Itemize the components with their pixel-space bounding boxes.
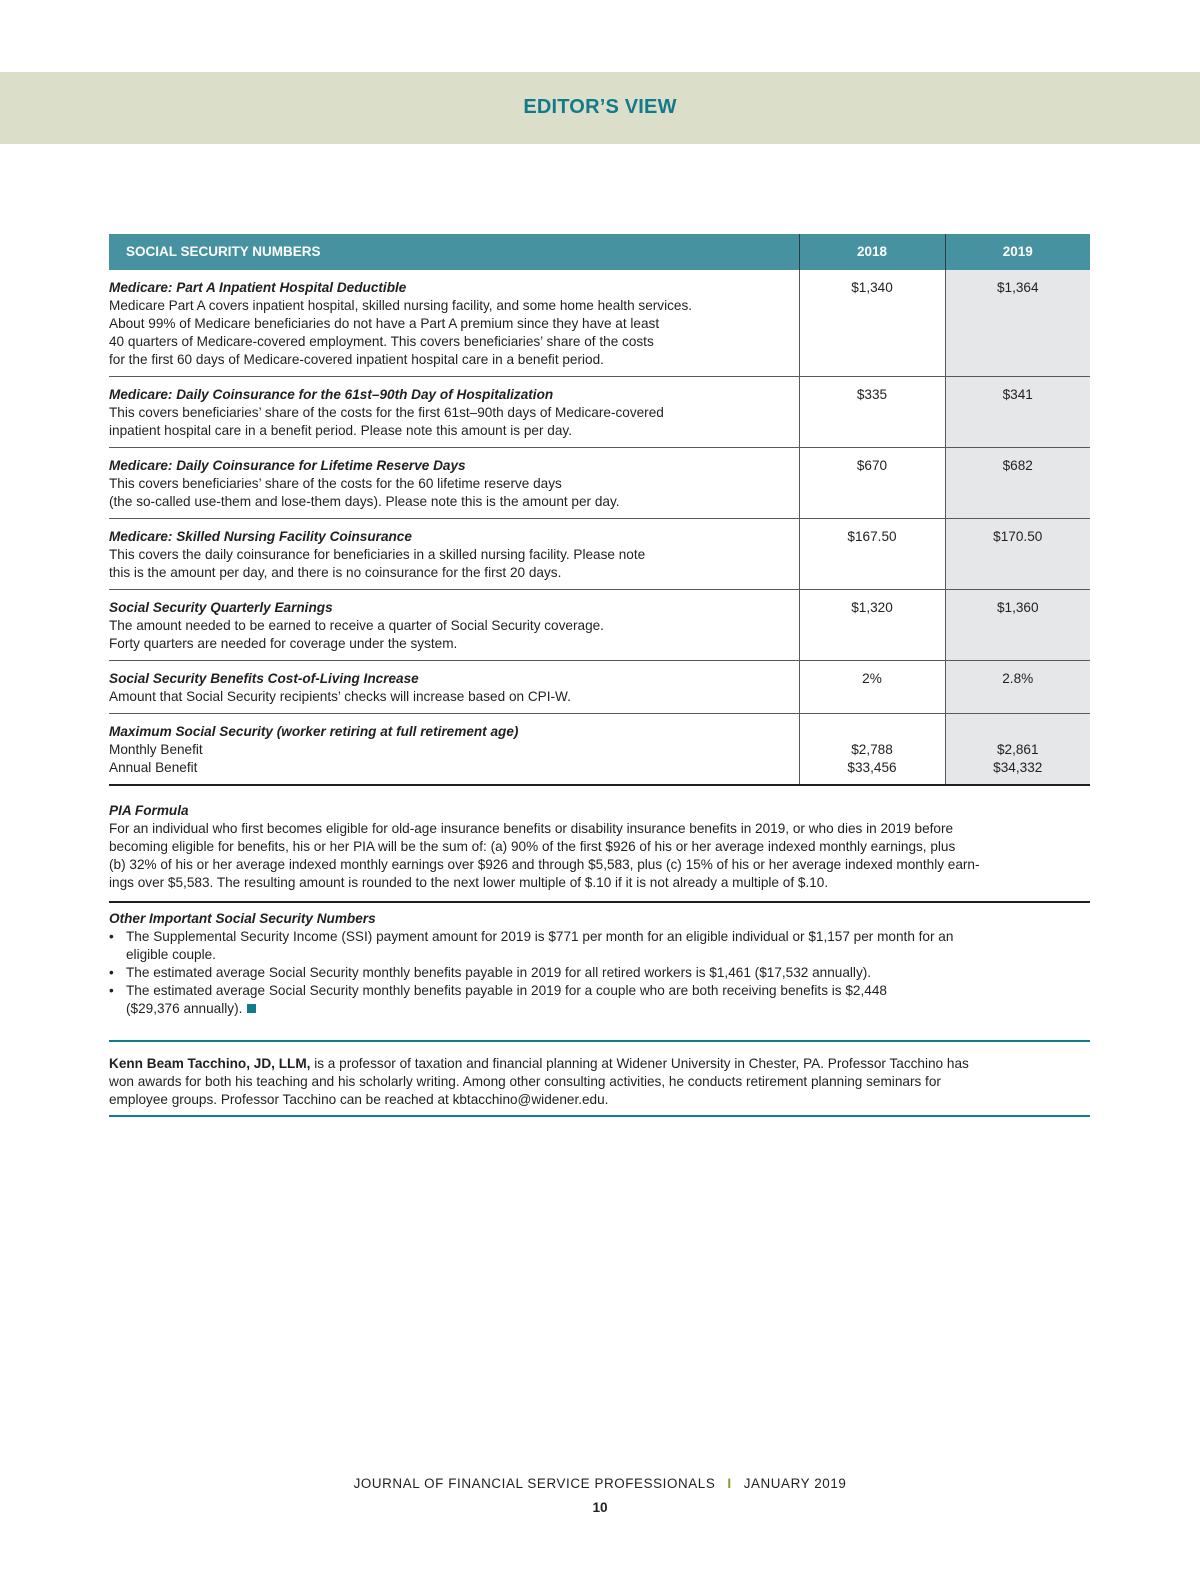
row-text-line: This covers the daily coinsurance for beneficiaries in a skilled nursing facility. Please note [109, 547, 646, 562]
bio-text-line: employee groups. Professor Tacchino can be reached at kbtacchino@widener.edu. [109, 1092, 609, 1107]
bullet-text-line: ($29,376 annually). [126, 1000, 1090, 1018]
row-description [109, 270, 799, 377]
bullet-item [109, 964, 1090, 982]
table-header-2018: 2018 [799, 234, 945, 270]
value-2018 [799, 714, 945, 786]
row-text-line: Annual Benefit [109, 760, 198, 775]
bullet-dot: • [109, 929, 114, 944]
pia-text-line: For an individual who first becomes eligible for old-age insurance benefits or disability insurance benefits in 2019, or who dies in 2019 before [109, 821, 954, 836]
row-description [109, 448, 799, 519]
value-2019-line: 2.8% [1002, 671, 1034, 686]
bullet-dot: • [109, 965, 114, 980]
value-2018 [799, 270, 945, 377]
pia-title: PIA Formula [109, 803, 189, 818]
value-2019 [945, 448, 1090, 519]
row-text-line: Monthly Benefit [109, 742, 203, 757]
table-row [109, 661, 1090, 714]
value-2018-line [800, 723, 945, 741]
row-description [109, 519, 799, 590]
bullet-item [109, 928, 1090, 964]
value-2019-line: $2,861 [996, 742, 1039, 757]
table-header-row [109, 234, 1090, 270]
row-title: Maximum Social Security (worker retiring at full retirement age) [109, 724, 519, 739]
header-banner [0, 72, 1200, 144]
value-2018-line: 2% [862, 671, 882, 686]
bullet-text-line: The Supplemental Security Income (SSI) payment amount for 2019 is $771 per month for an eligible individual or $1,157 per month for an [126, 929, 954, 944]
journal-name: JOURNAL OF FINANCIAL SERVICE PROFESSIONALS [353, 1476, 716, 1491]
bullet-text-line: eligible couple. [126, 947, 216, 962]
pia-text [109, 820, 1090, 892]
row-description [109, 590, 799, 661]
table-row [109, 448, 1090, 519]
footer [0, 1476, 1200, 1491]
bullet-item [109, 982, 1090, 1018]
value-2019 [945, 519, 1090, 590]
row-text-line: Amount that Social Security recipients’ checks will increase based on CPI-W. [109, 689, 571, 704]
bullet-dot: • [109, 983, 114, 998]
row-text-line: this is the amount per day, and there is no coinsurance for the first 20 days. [109, 565, 562, 580]
value-2018 [799, 519, 945, 590]
bio-top-rule [109, 1040, 1090, 1042]
table-row [109, 714, 1090, 786]
author-bio [109, 1055, 1090, 1109]
value-2018 [799, 590, 945, 661]
table-row [109, 377, 1090, 448]
row-text-line: The amount needed to be earned to receive a quarter of Social Security coverage. [109, 618, 604, 633]
row-title: Medicare: Part A Inpatient Hospital Deductible [109, 280, 407, 295]
value-2019-line: $341 [1002, 387, 1033, 402]
bullet-text-line: The estimated average Social Security monthly benefits payable in 2019 for all retired workers is $1,461 ($17,532 annually). [126, 965, 872, 980]
bio-text-line: won awards for both his teaching and his scholarly writing. Among other consulting activities, he conducts retirement planning seminars for [109, 1074, 941, 1089]
value-2019 [945, 270, 1090, 377]
bio-bottom-rule [109, 1115, 1090, 1117]
table-header-2019: 2019 [945, 234, 1090, 270]
value-2019-line: $1,360 [996, 600, 1039, 615]
row-title: Social Security Benefits Cost-of-Living Increase [109, 671, 419, 686]
row-title: Medicare: Daily Coinsurance for Lifetime Reserve Days [109, 458, 466, 473]
value-2018-line: $670 [856, 458, 888, 473]
end-square-icon [247, 1004, 256, 1013]
row-title: Medicare: Daily Coinsurance for the 61st–90th Day of Hospitalization [109, 387, 554, 402]
value-2019 [945, 714, 1090, 786]
value-2019 [945, 377, 1090, 448]
table-row [109, 519, 1090, 590]
bio-text-line: is a professor of taxation and financial planning at Widener University in Chester, PA. Professor Tacchino has [314, 1056, 969, 1071]
page-number: 10 [592, 1500, 608, 1515]
pia-formula-section [109, 802, 1090, 903]
other-title: Other Important Social Security Numbers [109, 911, 376, 926]
pia-text-line: becoming eligible for benefits, his or her PIA will be the sum of: (a) 90% of the first $926 of his or her average indexed monthly earnings, plus [109, 839, 956, 854]
row-text-line: About 99% of Medicare beneficiaries do not have a Part A premium since they have at least [109, 316, 660, 331]
row-text-line: (the so-called use-them and lose-them days). Please note this is the amount per day. [109, 494, 620, 509]
row-text-line: Medicare Part A covers inpatient hospital, skilled nursing facility, and some home health services. [109, 298, 693, 313]
table-row [109, 270, 1090, 377]
value-2018-line: $1,320 [851, 600, 893, 615]
value-2019-line [946, 723, 1091, 741]
value-2018-line: $33,456 [847, 760, 897, 775]
row-text-line: This covers beneficiaries’ share of the costs for the 60 lifetime reserve days [109, 476, 562, 491]
table-row [109, 590, 1090, 661]
row-title: Medicare: Skilled Nursing Facility Coinsurance [109, 529, 412, 544]
row-title: Social Security Quarterly Earnings [109, 600, 333, 615]
row-description [109, 377, 799, 448]
value-2019-line: $34,332 [993, 760, 1043, 775]
footer-separator: I [727, 1476, 732, 1491]
page-title: EDITOR’S VIEW [523, 96, 677, 118]
value-2018-line: $1,340 [851, 280, 893, 295]
value-2018-line: $2,788 [851, 742, 893, 757]
row-text-line: Forty quarters are needed for coverage under the system. [109, 636, 458, 651]
value-2018 [799, 377, 945, 448]
bullet-text-line: The estimated average Social Security monthly benefits payable in 2019 for a couple who are both receiving benefits is $2,448 [126, 983, 887, 998]
other-numbers-section [109, 910, 1090, 1018]
value-2019 [945, 661, 1090, 714]
value-2018 [799, 661, 945, 714]
social-security-table [109, 234, 1090, 786]
value-2018 [799, 448, 945, 519]
value-2019 [945, 590, 1090, 661]
value-2019-line: $682 [1002, 458, 1033, 473]
table-header-title: SOCIAL SECURITY NUMBERS [109, 234, 799, 270]
pia-text-line: (b) 32% of his or her average indexed monthly earnings over $926 and through $5,583, plus (c) 15% of his or her average indexed monthly earn- [109, 857, 980, 872]
row-text-line: This covers beneficiaries’ share of the costs for the first 61st–90th days of Medicare-covered [109, 405, 664, 420]
value-2018-line: $335 [856, 387, 888, 402]
row-text-line: for the first 60 days of Medicare-covered inpatient hospital care in a benefit period. [109, 352, 604, 367]
row-text-line: 40 quarters of Medicare-covered employment. This covers beneficiaries’ share of the costs [109, 334, 654, 349]
author-name: Kenn Beam Tacchino, JD, LLM, [109, 1056, 311, 1071]
value-2019-line: $1,364 [996, 280, 1039, 295]
pia-text-line: ings over $5,583. The resulting amount is rounded to the next lower multiple of $.10 if it is not already a multiple of $.10. [109, 875, 829, 890]
other-bullet-list [109, 928, 1090, 1018]
issue-date: JANUARY 2019 [743, 1476, 847, 1491]
row-description [109, 661, 799, 714]
value-2019-line: $170.50 [993, 529, 1043, 544]
value-2018-line: $167.50 [847, 529, 897, 544]
row-text-line: inpatient hospital care in a benefit period. Please note this amount is per day. [109, 423, 572, 438]
row-description [109, 714, 799, 786]
